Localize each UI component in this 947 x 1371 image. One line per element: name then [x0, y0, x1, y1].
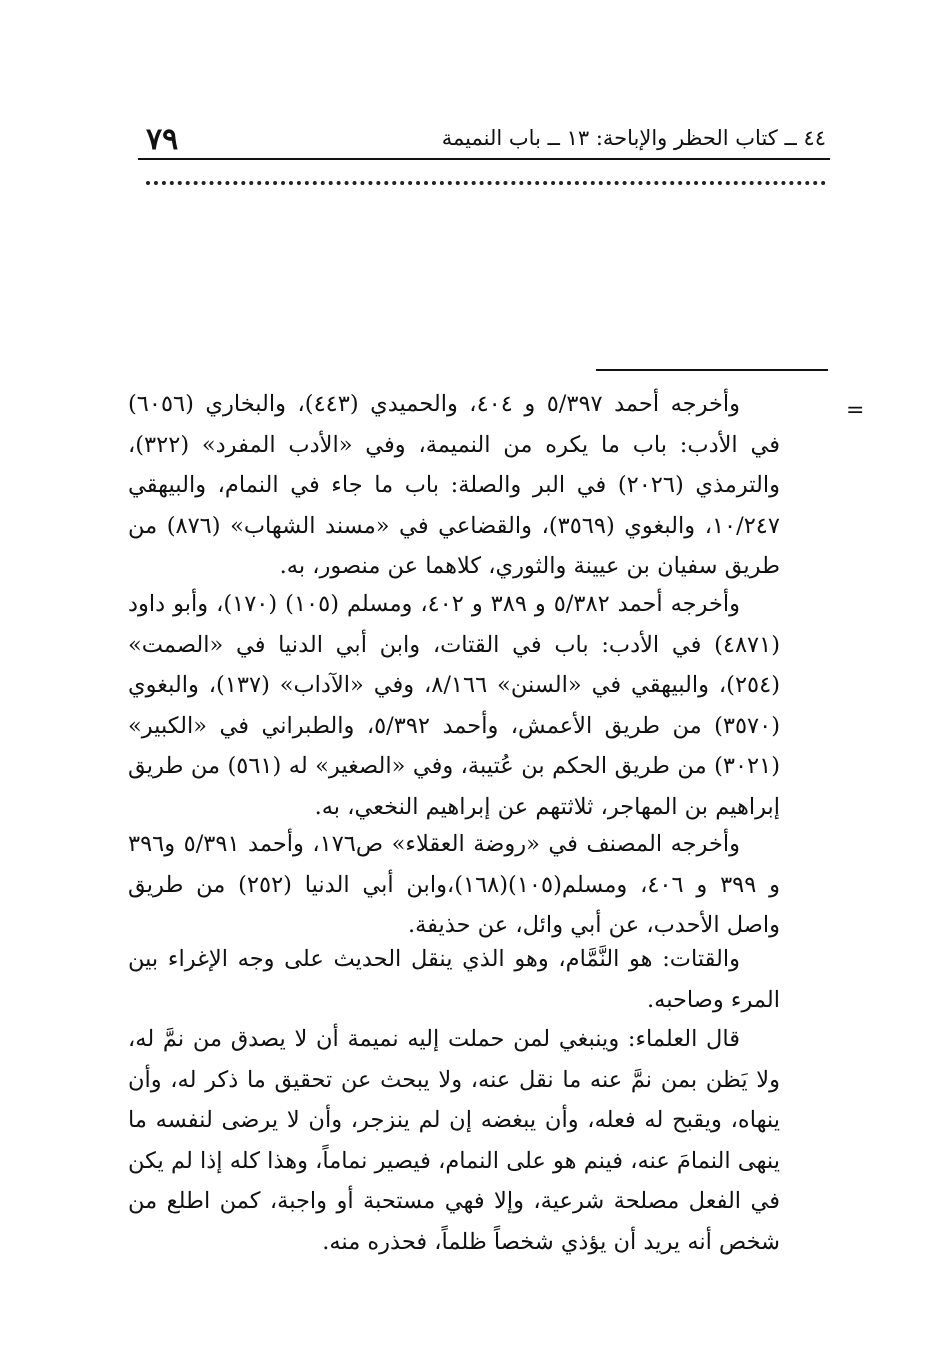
footnote-paragraph [128, 824, 780, 946]
paragraph-text: وأخرجه المصنف في «روضة العقلاء» ص١٧٦، وأحمد ٥/٣٩١ و٣٩٦ و ٣٩٩ و ٤٠٦، ومسلم(١٠٥)(١٦٨)،وابن أبي الدنيا (٢٥٢) من طريق واصل الأحدب، عن أبي وائل، عن حذيفة. [128, 831, 780, 938]
chapter-title: ٤٤ ــ كتاب الحظر والإباحة: ١٣ ــ باب النميمة [441, 126, 826, 150]
definition-paragraph [128, 939, 780, 1020]
paragraph-text: وأخرجه أحمد ٥/٣٨٢ و ٣٨٩ و ٤٠٢، ومسلم (١٠٥) (١٧٠)، وأبو داود (٤٨٧١) في الأدب: باب في القتات، وابن أبي الدنيا في «الصمت» (٢٥٤)، والبيهقي في «السنن» ٨/١٦٦، وفي «الآداب» (١٣٧)، والبغوي (٣٥٧٠) من طريق الأعمش، وأحمد ٥/٣٩٢، والطبراني في «الكبير» (٣٠٢١) من طريق الحكم بن عُتيبة، وفي «الصغير» له (٥٦١) من طريق إبراهيم بن المهاجر، ثلاثتهم عن إبراهيم النخعي، به. [128, 591, 781, 820]
running-header [138, 112, 830, 160]
commentary-paragraph [128, 1019, 780, 1262]
dotted-separator [146, 181, 826, 185]
footnote-paragraph [128, 384, 780, 587]
page-number: ٧٩ [146, 122, 179, 157]
paragraph-text: قال العلماء: وينبغي لمن حملت إليه نميمة أن لا يصدق من نمَّ له، ولا يَظن بمن نمَّ عنه ما نقل عنه، ولا يبحث عن تحقيق ما ذكر له، وأن ينهاه، ويقبح له فعله، وأن يبغضه إن لم ينزجر، وأن لا يرضى لنفسه ما ينهى النمامَ عنه، فينم هو على النمام، فيصير نماماً، وهذا كله إذا لم يكن في الفعل مصلحة شرعية، وإلا فهي مستحبة أو واجبة، كمن اطلع من شخص أنه يريد أن يؤذي شخصاً ظلماً، فحذره منه. [128, 1026, 780, 1255]
continuation-mark: = [846, 398, 865, 423]
footnote-rule [596, 369, 828, 371]
paragraph-text: وأخرجه أحمد ٥/٣٩٧ و ٤٠٤، والحميدي (٤٤٣)، والبخاري (٦٠٥٦) في الأدب: باب ما يكره من النميمة، وفي «الأدب المفرد» (٣٢٢)، والترمذي (٢٠٢٦) في البر والصلة: باب ما جاء في النمام، والبيهقي ١٠/٢٤٧، والبغوي (٣٥٦٩)، والقضاعي في «مسند الشهاب» (٨٧٦) من طريق سفيان بن عيينة والثوري، كلاهما عن منصور، به. [128, 391, 780, 579]
footnote-paragraph [128, 584, 780, 827]
paragraph-text: والقتات: هو النَّمَّام، وهو الذي ينقل الحديث على وجه الإغراء بين المرء وصاحبه. [128, 946, 780, 1013]
